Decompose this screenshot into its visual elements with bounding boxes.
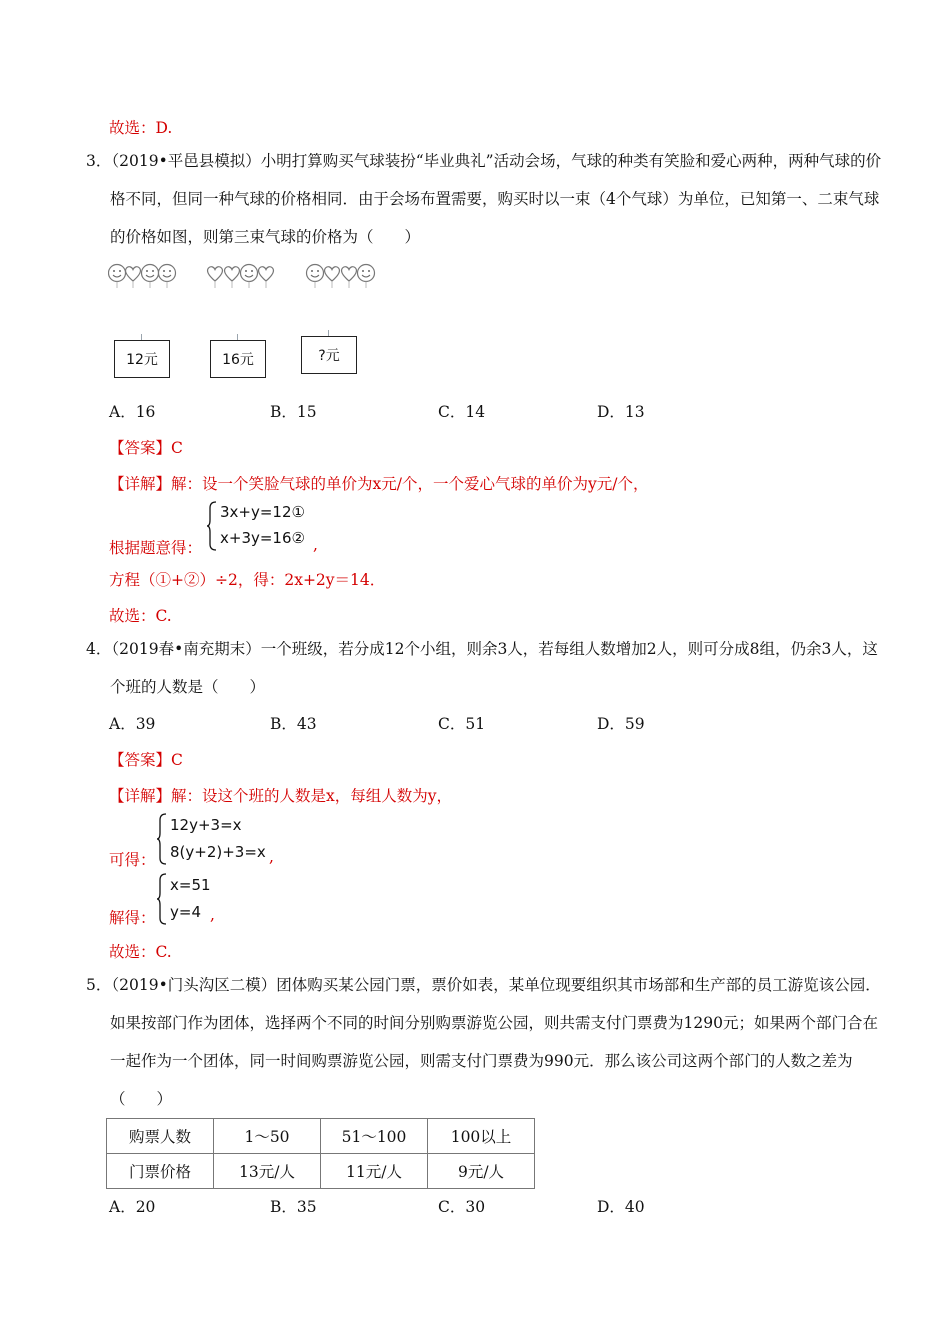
q3-eq1: 3x+y=12①	[220, 503, 305, 521]
price-tag-2: 16元	[210, 340, 266, 378]
q4-sol2: y=4	[170, 903, 201, 921]
q4-sol-suffix: ,	[210, 906, 215, 924]
table-cell: 13元/人	[214, 1154, 321, 1189]
q5-text: （2019•门头沟区二模）团体购买某公园门票，票价如表，某单位现要组织其市场部和生产部的员工游览该公园．如果按部门作为团体，选择两个不同的时间分别购票游览公园，则共需支付门票费为1290元；如果两个部门合在一起作为一个团体，同一时间购票游览公园，则需支付门票费为990元．那么该公司这两个部门的人数之差为（ ）	[110, 976, 881, 1108]
q3-option-c: C．14	[438, 403, 486, 421]
table-cell: 51～100	[321, 1119, 428, 1154]
q3-eq-suffix: ,	[313, 536, 318, 554]
price-tag-3: ?元	[301, 336, 357, 374]
q4-conclusion: 故选：C.	[109, 943, 172, 961]
table-row	[107, 1119, 535, 1154]
table-cell: 9元/人	[428, 1154, 535, 1189]
q4-answer: 【答案】C	[109, 751, 183, 769]
q5-option-b: B．35	[270, 1198, 317, 1216]
q4-text: （2019春•南充期末）一个班级，若分成12个小组，则余3人，若每组人数增加2人，则可分成8组，仍余3人，这个班的人数是（ ）	[110, 640, 878, 696]
price-tag-1: 12元	[114, 340, 170, 378]
q3-number: 3．	[86, 152, 112, 170]
table-row	[107, 1154, 535, 1189]
q5-question	[86, 966, 890, 1118]
q4-solve-label: 解得：	[109, 909, 156, 927]
table-cell: 11元/人	[321, 1154, 428, 1189]
q3-detail	[109, 472, 648, 494]
table-cell: 1～50	[214, 1119, 321, 1154]
brace-icon	[156, 872, 168, 926]
ticket-price-table	[106, 1118, 535, 1189]
q4-detail-text: 解：设这个班的人数是x，每组人数为y，	[171, 787, 453, 805]
bundle-2	[207, 265, 273, 289]
q3-step: 方程（①+②）÷2，得：2x+2y＝14．	[109, 571, 386, 589]
q4-system-label: 可得：	[109, 851, 156, 869]
q5-number: 5．	[86, 976, 112, 994]
brace-icon	[206, 500, 218, 552]
prev-conclusion: 故选：D.	[109, 119, 173, 137]
q3-detail-label: 【详解】	[109, 475, 172, 493]
q3-eq2: x+3y=16②	[220, 529, 305, 547]
q4-eq2: 8(y+2)+3=x	[170, 843, 266, 861]
q4-option-d: D．59	[597, 715, 645, 733]
q3-answer: 【答案】C	[109, 439, 183, 457]
table-cell: 购票人数	[107, 1119, 214, 1154]
q3-option-b: B．15	[270, 403, 317, 421]
q4-sol1: x=51	[170, 876, 211, 894]
q3-question	[86, 142, 890, 256]
bundle-1	[109, 265, 176, 289]
table-cell: 100以上	[428, 1119, 535, 1154]
q4-detail-label: 【详解】	[109, 787, 172, 805]
q3-detail-text: 解：设一个笑脸气球的单价为x元/个，一个爱心气球的单价为y元/个，	[171, 475, 649, 493]
q4-option-c: C．51	[438, 715, 486, 733]
balloon-bundles	[108, 262, 393, 292]
q4-option-a: A．39	[109, 715, 156, 733]
brace-icon	[156, 812, 168, 866]
q4-question	[86, 630, 890, 706]
q5-option-d: D．40	[597, 1198, 645, 1216]
q3-system-label: 根据题意得：	[109, 539, 203, 557]
q4-number: 4．	[86, 640, 112, 658]
q3-option-d: D．13	[597, 403, 645, 421]
q4-option-b: B．43	[270, 715, 317, 733]
bundle-3	[307, 265, 375, 289]
q5-option-c: C．30	[438, 1198, 486, 1216]
q3-conclusion: 故选：C.	[109, 607, 172, 625]
q3-text: （2019•平邑县模拟）小明打算购买气球装扮“毕业典礼”活动会场，气球的种类有笑脸和爱心两种，两种气球的价格不同，但同一种气球的价格相同．由于会场布置需要，购买时以一束（4个气球）为单位，已知第一、二束气球的价格如图，则第三束气球的价格为（ ）	[110, 152, 882, 246]
q4-detail	[109, 784, 452, 806]
q4-eq1: 12y+3=x	[170, 816, 242, 834]
table-cell: 门票价格	[107, 1154, 214, 1189]
q4-equation-system	[156, 812, 286, 866]
q5-option-a: A．20	[109, 1198, 156, 1216]
q3-option-a: A．16	[109, 403, 156, 421]
q4-solution-system	[156, 872, 236, 926]
q4-eq-suffix: ,	[269, 848, 274, 866]
